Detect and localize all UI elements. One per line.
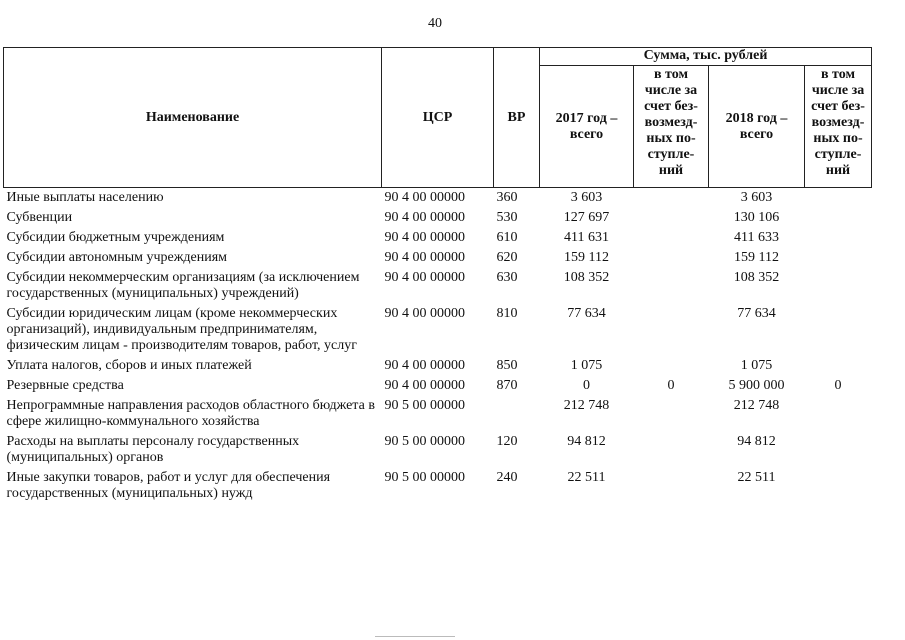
header-vr: ВР [494, 48, 540, 188]
cell-2018-total: 411 633 [734, 230, 779, 245]
cell-2017-gratuitous: 0 [667, 378, 675, 393]
cell-name: Уплата налогов, сборов и иных платежей [6, 358, 252, 373]
cell-csr: 90 4 00 00000 [384, 378, 465, 393]
cell-2017-total: 77 634 [567, 306, 606, 321]
cell-2018-gratuitous [805, 396, 872, 432]
cell-2017-gratuitous [634, 208, 709, 228]
cell-2017-gratuitous [634, 468, 709, 504]
cell-2018-gratuitous [805, 356, 872, 376]
cell-2017-gratuitous [634, 356, 709, 376]
header-2017-gratuitous: в том числе за счет без-возмезд-ных по-ступле-ний [634, 66, 709, 188]
cell-2017-total: 22 511 [567, 470, 606, 485]
cell-2018-gratuitous: 0 [834, 378, 842, 393]
cell-csr: 90 5 00 00000 [384, 434, 465, 449]
cell-2018-total: 159 112 [734, 250, 779, 265]
cell-csr: 90 4 00 00000 [384, 358, 465, 373]
table-row [4, 304, 872, 356]
cell-2018-total: 77 634 [737, 306, 776, 321]
cell-name: Непрограммные направления расходов областного бюджета в сфере жилищно-коммунального хозяйства [6, 398, 375, 429]
cell-name: Субсидии юридическим лицам (кроме некоммерческих организаций), индивидуальным предпринимателям, физическим лицам - производителям товаров, работ, услуг [6, 306, 357, 353]
cell-2018-gratuitous [805, 432, 872, 468]
cell-2017-total: 411 631 [564, 230, 609, 245]
cell-2018-gratuitous [805, 468, 872, 504]
cell-vr: 120 [496, 434, 518, 449]
cell-vr: 530 [496, 210, 518, 225]
footer-line [375, 636, 455, 638]
header-name: Наименование [4, 48, 382, 188]
cell-2017-total: 1 075 [570, 358, 603, 373]
table-row [4, 356, 872, 376]
cell-2017-gratuitous [634, 304, 709, 356]
page-number: 40 [428, 16, 442, 31]
cell-2018-total: 1 075 [740, 358, 773, 373]
cell-2017-total: 3 603 [570, 190, 603, 205]
cell-vr [494, 396, 540, 432]
cell-2017-gratuitous [634, 396, 709, 432]
cell-vr: 870 [496, 378, 518, 393]
table-row [4, 228, 872, 248]
cell-2017-gratuitous [634, 432, 709, 468]
table-row [4, 468, 872, 504]
cell-name: Субсидии бюджетным учреждениям [6, 230, 225, 245]
cell-2018-total: 108 352 [733, 270, 780, 285]
table-row [4, 208, 872, 228]
header-csr: ЦСР [382, 48, 494, 188]
header-2018-gratuitous: в том числе за счет без-возмезд-ных по-ступле-ний [805, 66, 872, 188]
cell-name: Расходы на выплаты персоналу государственных (муниципальных) органов [6, 434, 300, 465]
table-body [4, 188, 872, 505]
cell-2018-total: 5 900 000 [728, 378, 785, 393]
cell-csr: 90 5 00 00000 [384, 470, 465, 485]
cell-2018-gratuitous [805, 248, 872, 268]
table-row [4, 248, 872, 268]
cell-vr: 610 [496, 230, 518, 245]
cell-2018-total: 3 603 [740, 190, 773, 205]
cell-vr: 850 [496, 358, 518, 373]
cell-2017-total: 108 352 [563, 270, 610, 285]
cell-2018-gratuitous [805, 188, 872, 209]
cell-2018-total: 22 511 [737, 470, 776, 485]
cell-2017-total: 127 697 [563, 210, 610, 225]
cell-vr: 620 [496, 250, 518, 265]
cell-csr: 90 5 00 00000 [384, 398, 465, 413]
cell-2017-total: 0 [583, 378, 590, 393]
cell-name: Иные выплаты населению [6, 190, 164, 205]
cell-vr: 810 [496, 306, 518, 321]
table-row [4, 188, 872, 209]
cell-name: Субсидии некоммерческим организациям (за исключением государственных (муниципальных) учреждений) [6, 270, 360, 301]
cell-2018-total: 94 812 [737, 434, 776, 449]
header-2017-total: 2017 год – всего [540, 66, 634, 188]
cell-2017-total: 94 812 [567, 434, 606, 449]
cell-2017-gratuitous [634, 188, 709, 209]
cell-csr: 90 4 00 00000 [384, 190, 465, 205]
cell-2017-gratuitous [634, 228, 709, 248]
cell-csr: 90 4 00 00000 [384, 230, 465, 245]
table-row [4, 432, 872, 468]
table-row [4, 396, 872, 432]
cell-2018-gratuitous [805, 268, 872, 304]
cell-2018-gratuitous [805, 304, 872, 356]
table-row [4, 376, 872, 396]
cell-name: Субсидии автономным учреждениям [6, 250, 228, 265]
cell-2018-total: 130 106 [733, 210, 780, 225]
cell-2018-total: 212 748 [733, 398, 780, 413]
cell-csr: 90 4 00 00000 [384, 250, 465, 265]
cell-csr: 90 4 00 00000 [384, 306, 465, 321]
cell-vr: 630 [496, 270, 518, 285]
cell-2017-total: 159 112 [564, 250, 609, 265]
cell-2017-total: 212 748 [563, 398, 610, 413]
cell-2017-gratuitous [634, 268, 709, 304]
cell-2018-gratuitous [805, 228, 872, 248]
cell-vr: 360 [496, 190, 518, 205]
cell-vr: 240 [496, 470, 518, 485]
header-2018-total: 2018 год – всего [709, 66, 805, 188]
cell-name: Резервные средства [6, 378, 124, 393]
cell-2018-gratuitous [805, 208, 872, 228]
table-row [4, 268, 872, 304]
cell-name: Субвенции [6, 210, 73, 225]
table-header [4, 48, 872, 188]
cell-csr: 90 4 00 00000 [384, 270, 465, 285]
cell-csr: 90 4 00 00000 [384, 210, 465, 225]
budget-table [3, 47, 872, 504]
cell-name: Иные закупки товаров, работ и услуг для обеспечения государственных (муниципальных) нужд [6, 470, 331, 501]
cell-2017-gratuitous [634, 248, 709, 268]
header-sum-group: Сумма, тыс. рублей [540, 48, 872, 66]
